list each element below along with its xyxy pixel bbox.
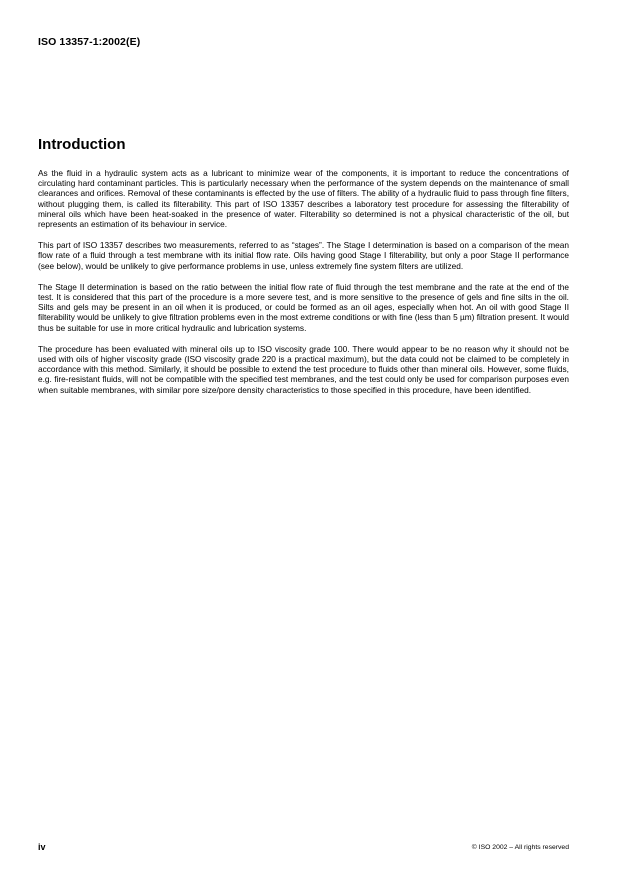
paragraph-2: This part of ISO 13357 describes two measurements, referred to as “stages”. The Stage I determination is based on a comparison of the mean flow rate of a fluid through a test membrane with its initial flow rate. Oils having good Stage I filterability, but only a poor Stage II performance (see below), would be unlikely to give performance problems in use, unless extremely fine system filters are utilized. [38,240,569,271]
section-title: Introduction [38,136,126,153]
copyright-notice: © ISO 2002 – All rights reserved [471,844,569,851]
paragraph-3: The Stage II determination is based on the ratio between the initial flow rate of fluid through the test membrane and the rate at the end of the test. It is considered that this part of the procedure is a more severe test, and is more sensitive to the presence of gels and fine silts in the oil. Silts and gels may be present in an oil when it is produced, or could be formed as an oil ages, especially when hot. An oil with good Stage II filterability would be unlikely to give filtration problems even in the most extreme conditions or with fine (less than 5 µm) filtration present. It would thus be suitable for use in more critical hydraulic and lubrication systems. [38,281,569,333]
paragraph-4: The procedure has been evaluated with mineral oils up to ISO viscosity grade 100. There would appear to be no reason why it should not be used with oils of higher viscosity grade (ISO viscosity grade 220 is a practical maximum), but the data could not be claimed to be completely in accordance with this method. Similarly, it should be possible to extend the test procedure to fluids other than mineral oils. However, some fluids, e.g. fire-resistant fluids, will not be compatible with the specified test membranes, and the test could only be used for comparison purposes even when suitable membranes, with similar pore size/pore density characteristics to those specified in this procedure, have been identified. [38,343,569,395]
paragraph-1: As the fluid in a hydraulic system acts as a lubricant to minimize wear of the components, it is important to reduce the concentrations of circulating hard contaminant particles. This is particularly necessary when the performance of the system depends on the maintenance of small clearances and orifices. Removal of these contaminants is effected by the use of filters. The ability of a hydraulic fluid to pass through fine filters, without plugging them, is called its filterability. This part of ISO 13357 describes a laboratory test procedure for assessing the filterability of mineral oils which have been heat-soaked in the presence of water. Filterability so determined is not a physical characteristic of the oil, but represents an estimation of its behaviour in service. [38,168,569,230]
page-number: iv [38,842,46,852]
introduction-body [38,168,569,406]
document-id-header: ISO 13357-1:2002(E) [38,36,141,48]
